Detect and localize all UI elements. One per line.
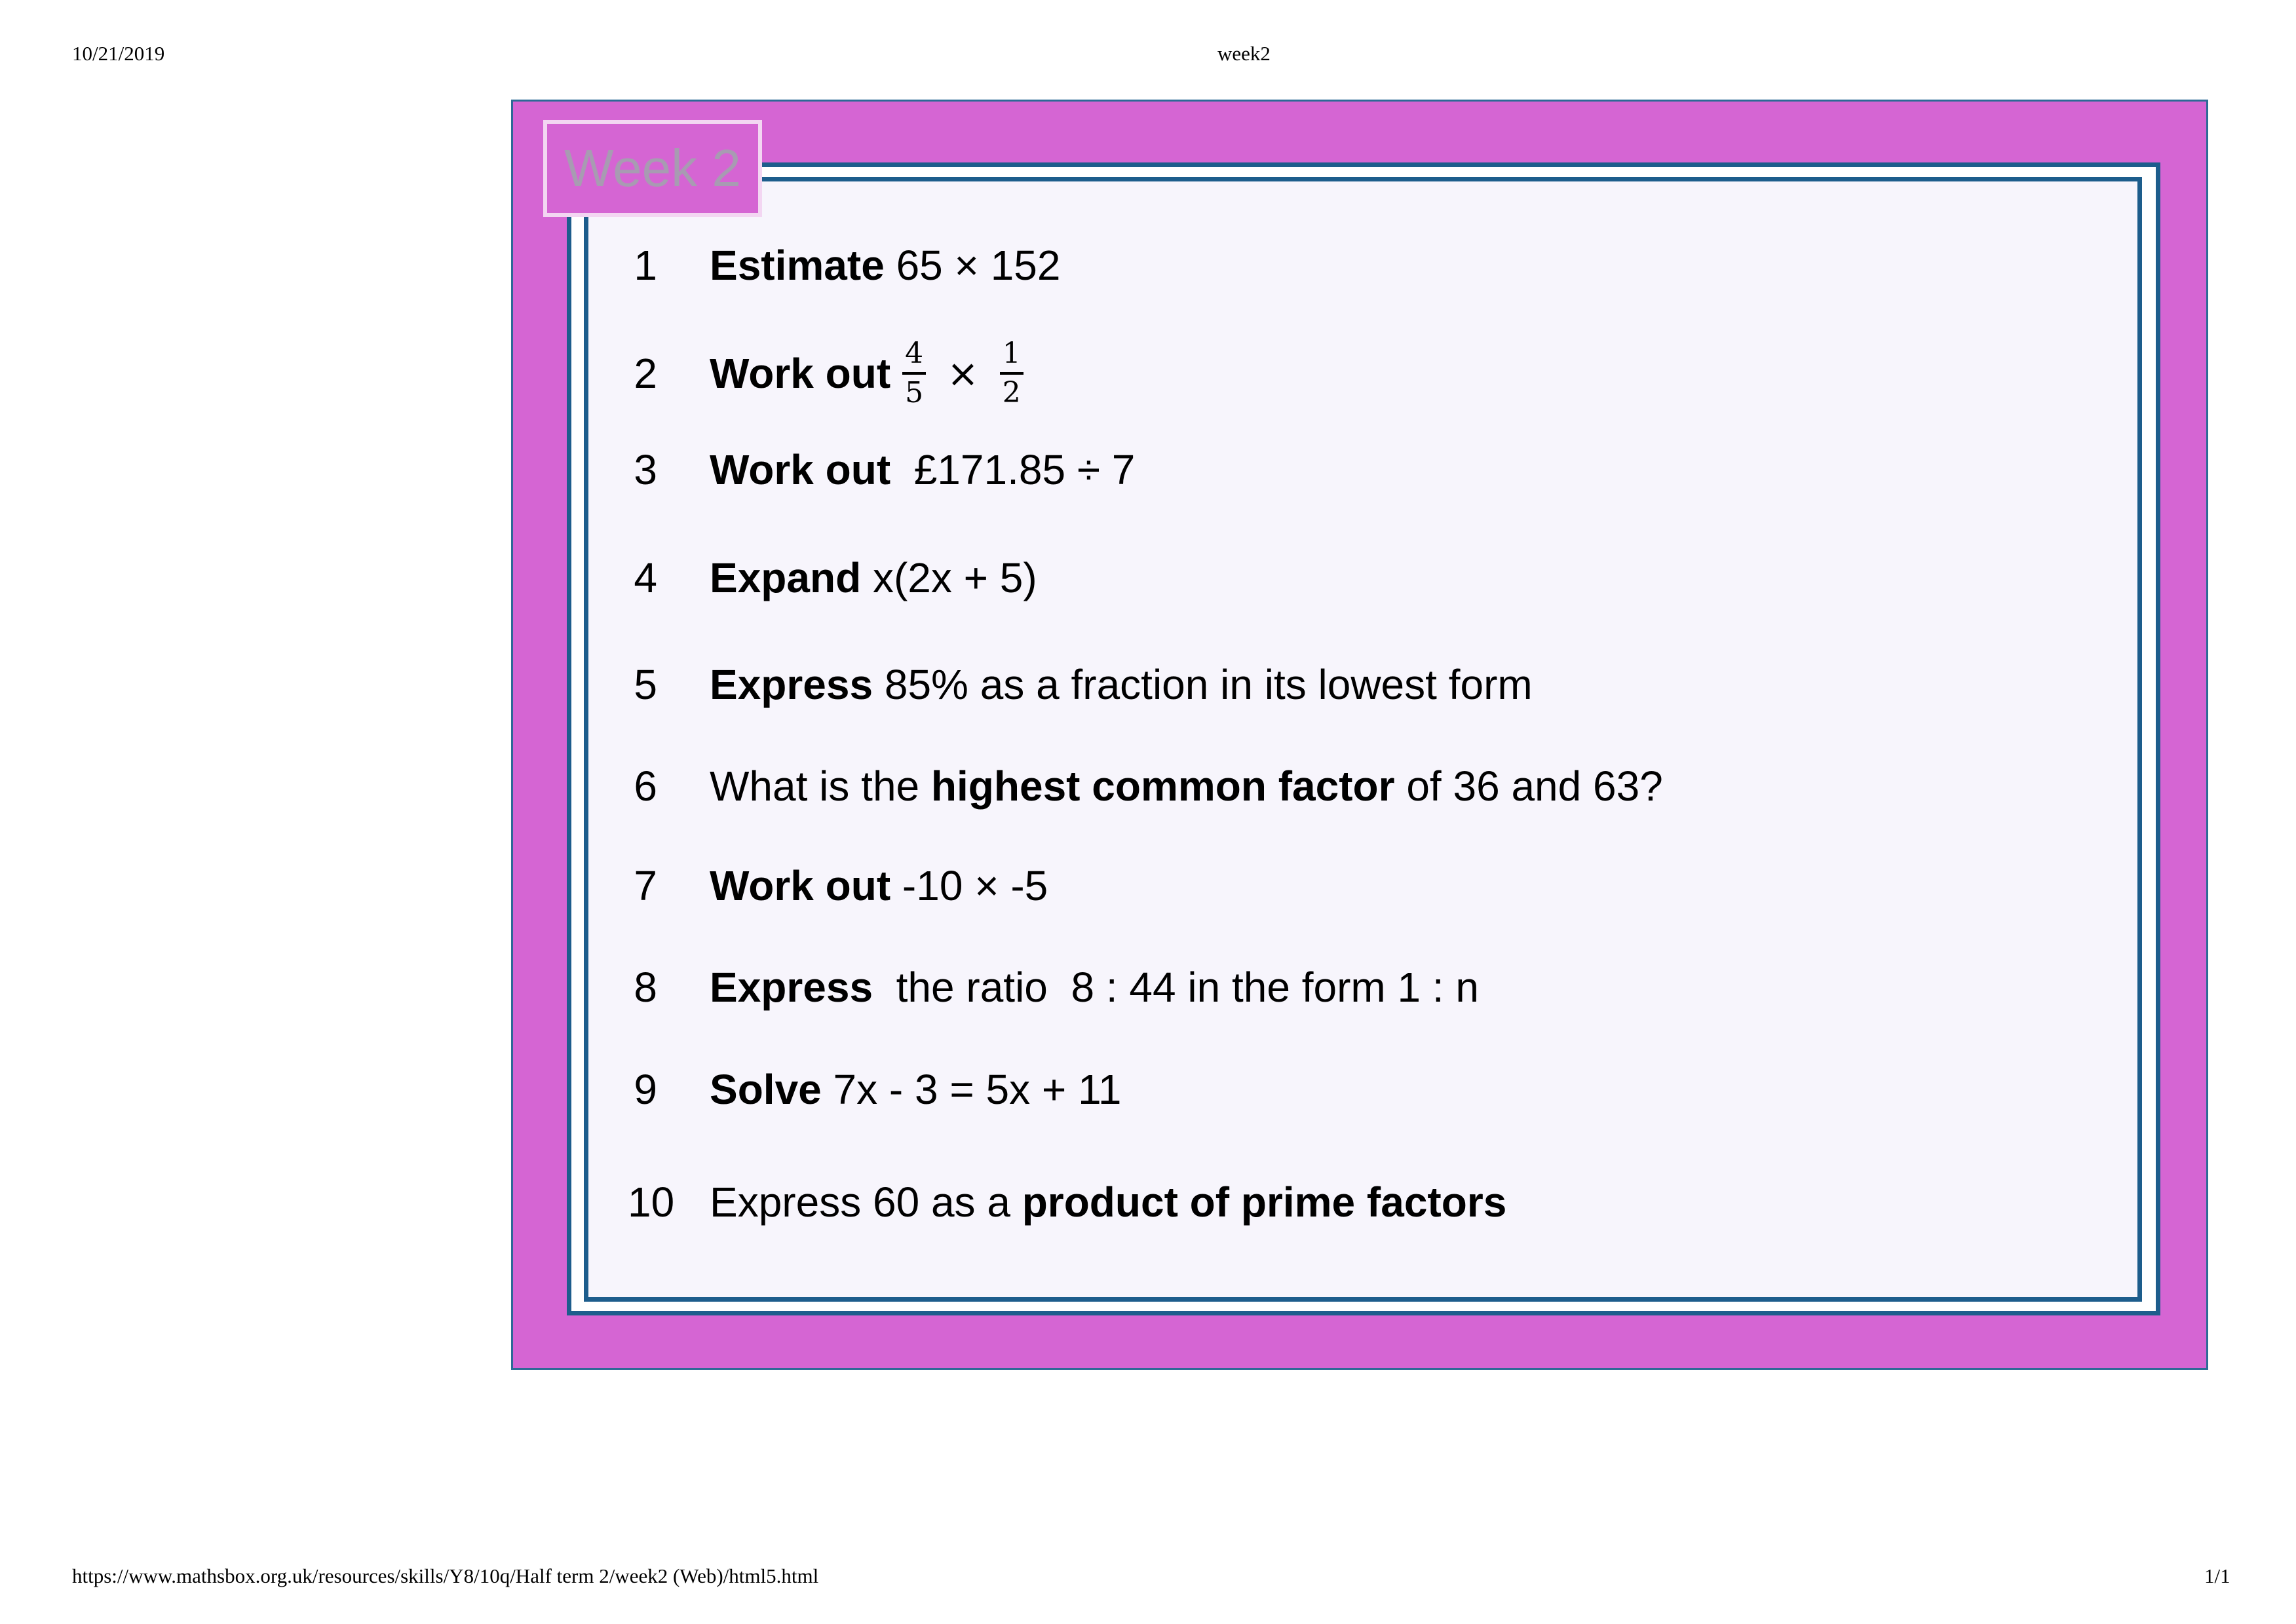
question-rest: 7x - 3 = 5x + 11 (821, 1066, 1122, 1113)
question-3 (628, 437, 2004, 502)
question-4 (628, 545, 2004, 611)
question-rest: the ratio 8 : 44 in the form 1 : n (873, 964, 1479, 1011)
question-number: 1 (634, 242, 657, 289)
question-keyword: Expand (710, 554, 862, 601)
print-date: 10/21/2019 (72, 42, 165, 65)
print-url: https://www.mathsbox.org.uk/resources/skills/Y8/10q/Half term 2/week2 (Web)/html5.html (72, 1564, 819, 1587)
times-symbol: × (947, 351, 979, 396)
question-number: 8 (634, 964, 657, 1011)
question-rest: -10 × -5 (890, 862, 1048, 909)
question-keyword: Express (710, 964, 873, 1011)
question-text (710, 335, 1035, 411)
question-keyword: Work out (710, 446, 891, 493)
question-text (710, 963, 1479, 1011)
question-number: 9 (634, 1066, 657, 1113)
question-keyword: Solve (710, 1066, 822, 1113)
question-pre: Express 60 as a (710, 1179, 1022, 1226)
week-tag-label: Week 2 (564, 139, 741, 197)
question-text (710, 660, 1533, 709)
fraction-b (1000, 335, 1024, 411)
question-text (710, 554, 1037, 602)
question-text (710, 1065, 1122, 1114)
question-rest: 85% as a fraction in its lowest form (873, 661, 1533, 708)
question-rest: 65 × 152 (884, 242, 1061, 289)
question-rest: of 36 and 63? (1394, 763, 1663, 810)
fraction-a-denominator: 5 (905, 376, 924, 409)
fraction-a-numerator: 4 (902, 335, 926, 375)
question-keyword: Work out (710, 350, 891, 397)
question-pre: What is the (710, 763, 931, 810)
question-7 (628, 853, 2004, 918)
question-number: 5 (634, 661, 657, 708)
question-rest: £171.85 ÷ 7 (890, 446, 1136, 493)
question-number: 6 (634, 763, 657, 810)
question-number: 10 (628, 1179, 675, 1226)
question-10 (628, 1169, 2004, 1235)
question-number: 3 (634, 446, 657, 493)
question-6 (628, 753, 2004, 819)
question-number: 7 (634, 862, 657, 909)
question-number: 4 (634, 554, 657, 601)
print-title: week2 (1217, 42, 1271, 65)
question-text (710, 861, 1048, 910)
question-text (710, 1178, 1506, 1226)
question-keyword: Estimate (710, 242, 885, 289)
fraction-a (902, 335, 926, 411)
question-list (513, 102, 2206, 1368)
question-1 (628, 233, 2004, 298)
question-2 (628, 331, 2004, 416)
print-page-number: 1/1 (2204, 1564, 2230, 1587)
question-text (710, 445, 1135, 494)
fraction-b-denominator: 2 (1002, 376, 1021, 409)
question-number: 2 (634, 350, 657, 397)
fraction-b-numerator: 1 (1000, 335, 1024, 375)
question-keyword: Work out (710, 862, 891, 909)
worksheet-slide (511, 100, 2208, 1370)
question-text (710, 241, 1060, 290)
question-5 (628, 652, 2004, 717)
question-text (710, 762, 1663, 810)
question-keyword: Express (710, 661, 873, 708)
question-keyword: product of prime factors (1022, 1179, 1507, 1226)
question-keyword: highest common factor (930, 763, 1395, 810)
question-9 (628, 1057, 2004, 1122)
question-rest: x(2x + 5) (861, 554, 1037, 601)
question-8 (628, 954, 2004, 1020)
